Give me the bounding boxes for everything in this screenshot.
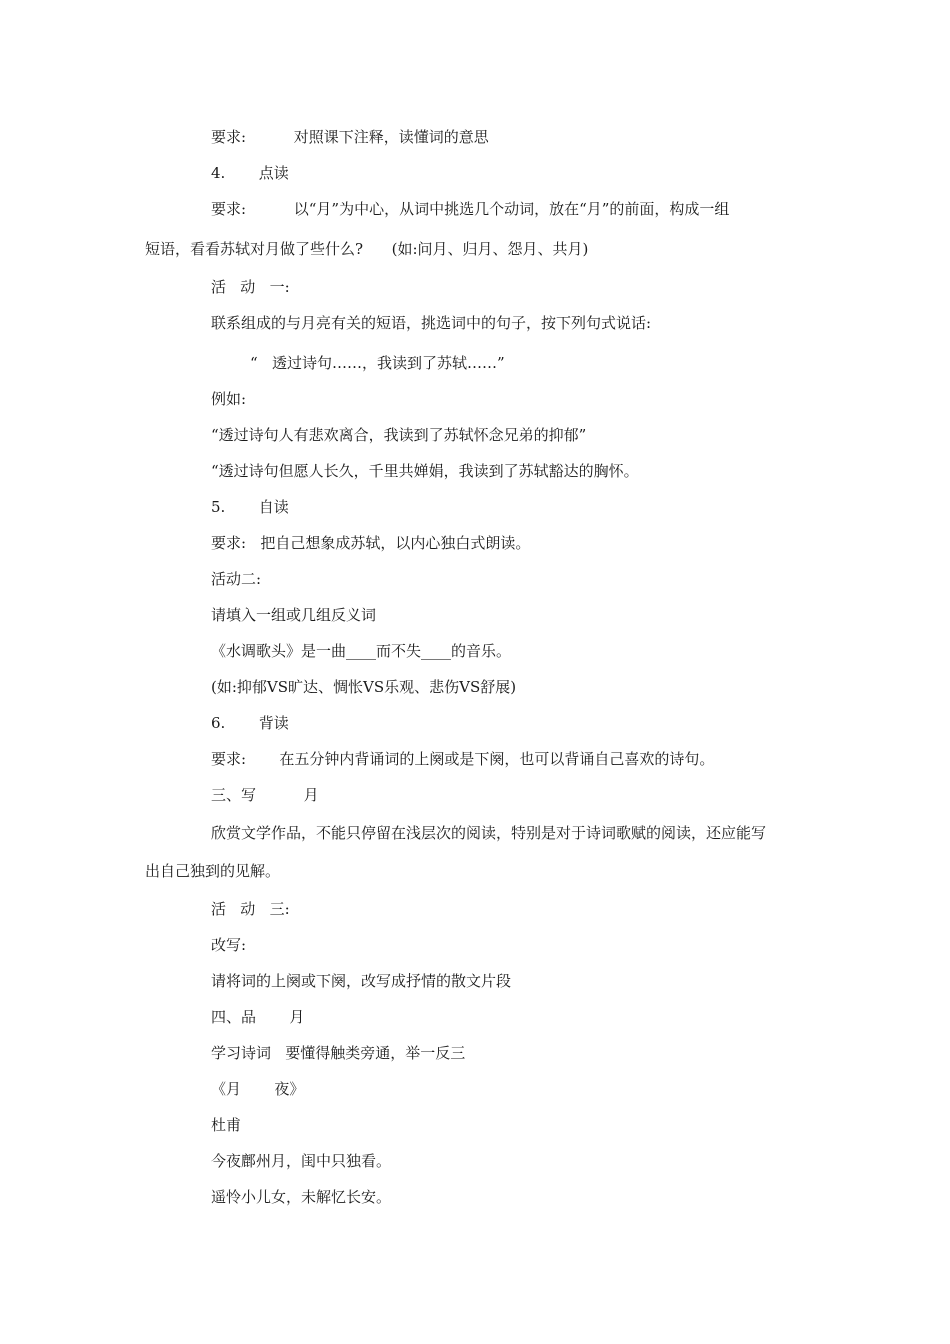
sentence-pattern: “ 透过诗句……，我读到了苏轼……” xyxy=(250,354,505,372)
example-line: “透过诗句但愿人长久，千里共婵娟，我读到了苏轼豁达的胸怀。 xyxy=(211,462,639,480)
text-line: 要求: 以“月”为中心，从词中挑选几个动词，放在“月”的前面，构成一组 xyxy=(211,200,730,218)
activity-heading: 活 动 三: xyxy=(211,900,290,918)
text-line: 要求: 把自己想象成苏轼，以内心独白式朗读。 xyxy=(211,534,531,552)
poem-line: 遥怜小儿女，未解忆长安。 xyxy=(211,1188,392,1206)
section-heading: 5. 自读 xyxy=(211,498,289,516)
example-line: “透过诗句人有悲欢离合，我读到了苏轼怀念兄弟的抑郁” xyxy=(211,426,587,444)
text-line: (如:抑郁VS旷达、惆怅VS乐观、悲伤VS舒展) xyxy=(211,678,517,696)
text-line: 《水调歌头》是一曲____而不失____的音乐。 xyxy=(211,642,512,660)
poem-line: 今夜鄜州月，闺中只独看。 xyxy=(211,1152,392,1170)
text-line: 学习诗词 要懂得触类旁通，举一反三 xyxy=(211,1044,466,1062)
text-line: 出自己独到的见解。 xyxy=(145,862,281,880)
section-heading: 6. 背读 xyxy=(211,714,289,732)
poem-title: 《月 夜》 xyxy=(211,1080,305,1098)
text-line: 改写: xyxy=(211,936,247,954)
text-line: 例如: xyxy=(211,390,247,408)
text-line: 请将词的上阕或下阕，改写成抒情的散文片段 xyxy=(211,972,512,990)
text-line: 请填入一组或几组反义词 xyxy=(211,606,377,624)
text-line: 短语，看看苏轼对月做了些什么? (如:问月、归月、怨月、共月) xyxy=(145,240,589,258)
section-heading: 4. 点读 xyxy=(211,164,289,182)
text-line: 联系组成的与月亮有关的短语，挑选词中的句子，按下列句式说话: xyxy=(211,314,652,332)
text-line: 要求: 在五分钟内背诵词的上阕或是下阕，也可以背诵自己喜欢的诗句。 xyxy=(211,750,715,768)
activity-heading: 活 动 一: xyxy=(211,278,290,296)
text-line: 要求: 对照课下注释，读懂词的意思 xyxy=(211,128,489,146)
poem-author: 杜甫 xyxy=(211,1116,242,1134)
activity-heading: 活动二: xyxy=(211,570,262,588)
section-heading: 四、品 月 xyxy=(211,1008,305,1026)
text-line: 欣赏文学作品，不能只停留在浅层次的阅读，特别是对于诗词歌赋的阅读，还应能写 xyxy=(211,824,767,842)
section-heading: 三、写 月 xyxy=(211,786,319,804)
